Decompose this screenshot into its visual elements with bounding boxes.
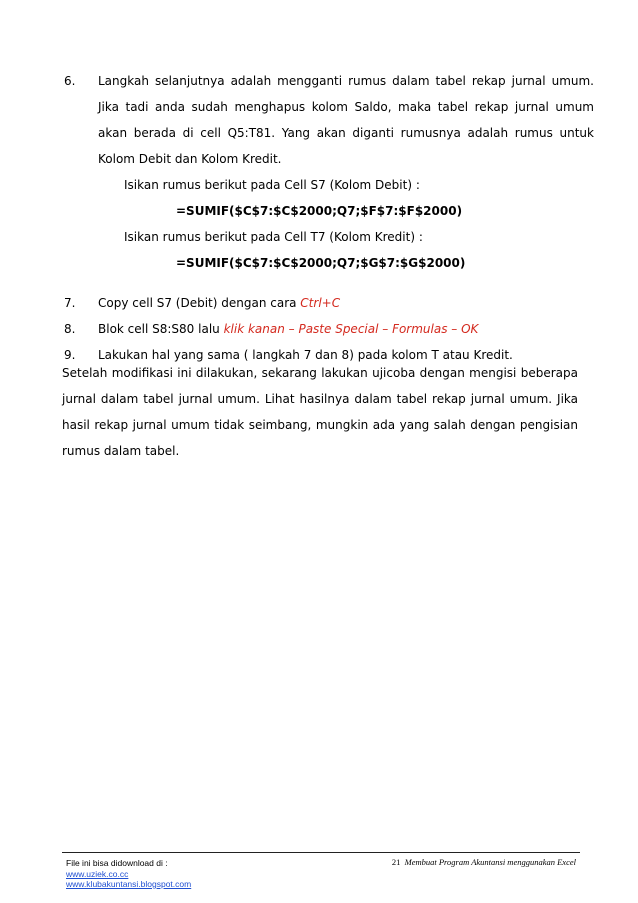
download-label: File ini bisa didownload di : bbox=[66, 858, 168, 868]
step-number: 8. bbox=[64, 322, 76, 336]
step-text: Lakukan hal yang sama ( langkah 7 dan 8) pada kolom T atau Kredit. bbox=[98, 348, 513, 362]
page-number: 21 bbox=[391, 857, 401, 867]
step-text bbox=[98, 290, 594, 316]
link-uziek[interactable]: www.uziek.co.cc bbox=[66, 868, 129, 879]
footer-divider bbox=[62, 852, 580, 853]
footer-page-info bbox=[392, 857, 576, 867]
step-text-plain: Copy cell S7 (Debit) dengan cara bbox=[98, 296, 301, 310]
debit-instruction: Isikan rumus berikut pada Cell S7 (Kolom Debit) : bbox=[124, 178, 420, 192]
list-item-step-8 bbox=[64, 316, 594, 342]
list-item-step-6 bbox=[64, 68, 594, 172]
kredit-formula: =SUMIF($C$7:$C$2000;Q7;$G$7:$G$2000) bbox=[176, 256, 466, 270]
step-text bbox=[98, 316, 594, 342]
debit-formula: =SUMIF($C$7:$C$2000;Q7;$F$7:$F$2000) bbox=[176, 204, 463, 218]
step-text: Langkah selanjutnya adalah mengganti rumus dalam tabel rekap jurnal umum. Jika tadi anda sudah menghapus kolom Saldo, maka tabel rekap jurnal umum akan berada di cell Q5:T81. Yang akan diganti rumusnya adalah rumus untuk Kolom Debit dan Kolom Kredit. bbox=[98, 74, 594, 166]
link-klubakuntansi[interactable]: www.klubakuntansi.blogspot.com bbox=[66, 879, 192, 889]
footer-download-info bbox=[66, 858, 191, 890]
shortcut-highlight: Ctrl+C bbox=[300, 296, 341, 310]
book-title: Membuat Program Akuntansi menggunakan Excel bbox=[404, 857, 576, 867]
step-list bbox=[64, 68, 594, 368]
step-text-plain: Blok cell S8:S80 lalu bbox=[98, 322, 224, 336]
body-paragraph: Setelah modifikasi ini dilakukan, sekarang lakukan ujicoba dengan mengisi beberapa jurnal dalam tabel jurnal umum. Lihat hasilnya dalam tabel rekap jurnal umum. Jika hasil rekap jurnal umum tidak seimbang, mungkin ada yang salah dengan pengisian rumus dalam tabel. bbox=[62, 366, 578, 458]
list-item-step-7 bbox=[64, 290, 594, 316]
menu-path-highlight: klik kanan – Paste Special – Formulas – OK bbox=[223, 322, 479, 336]
step-number: 7. bbox=[64, 296, 76, 310]
step-number: 9. bbox=[64, 348, 76, 362]
kredit-instruction: Isikan rumus berikut pada Cell T7 (Kolom Kredit) : bbox=[124, 230, 423, 244]
step-number: 6. bbox=[64, 74, 76, 88]
